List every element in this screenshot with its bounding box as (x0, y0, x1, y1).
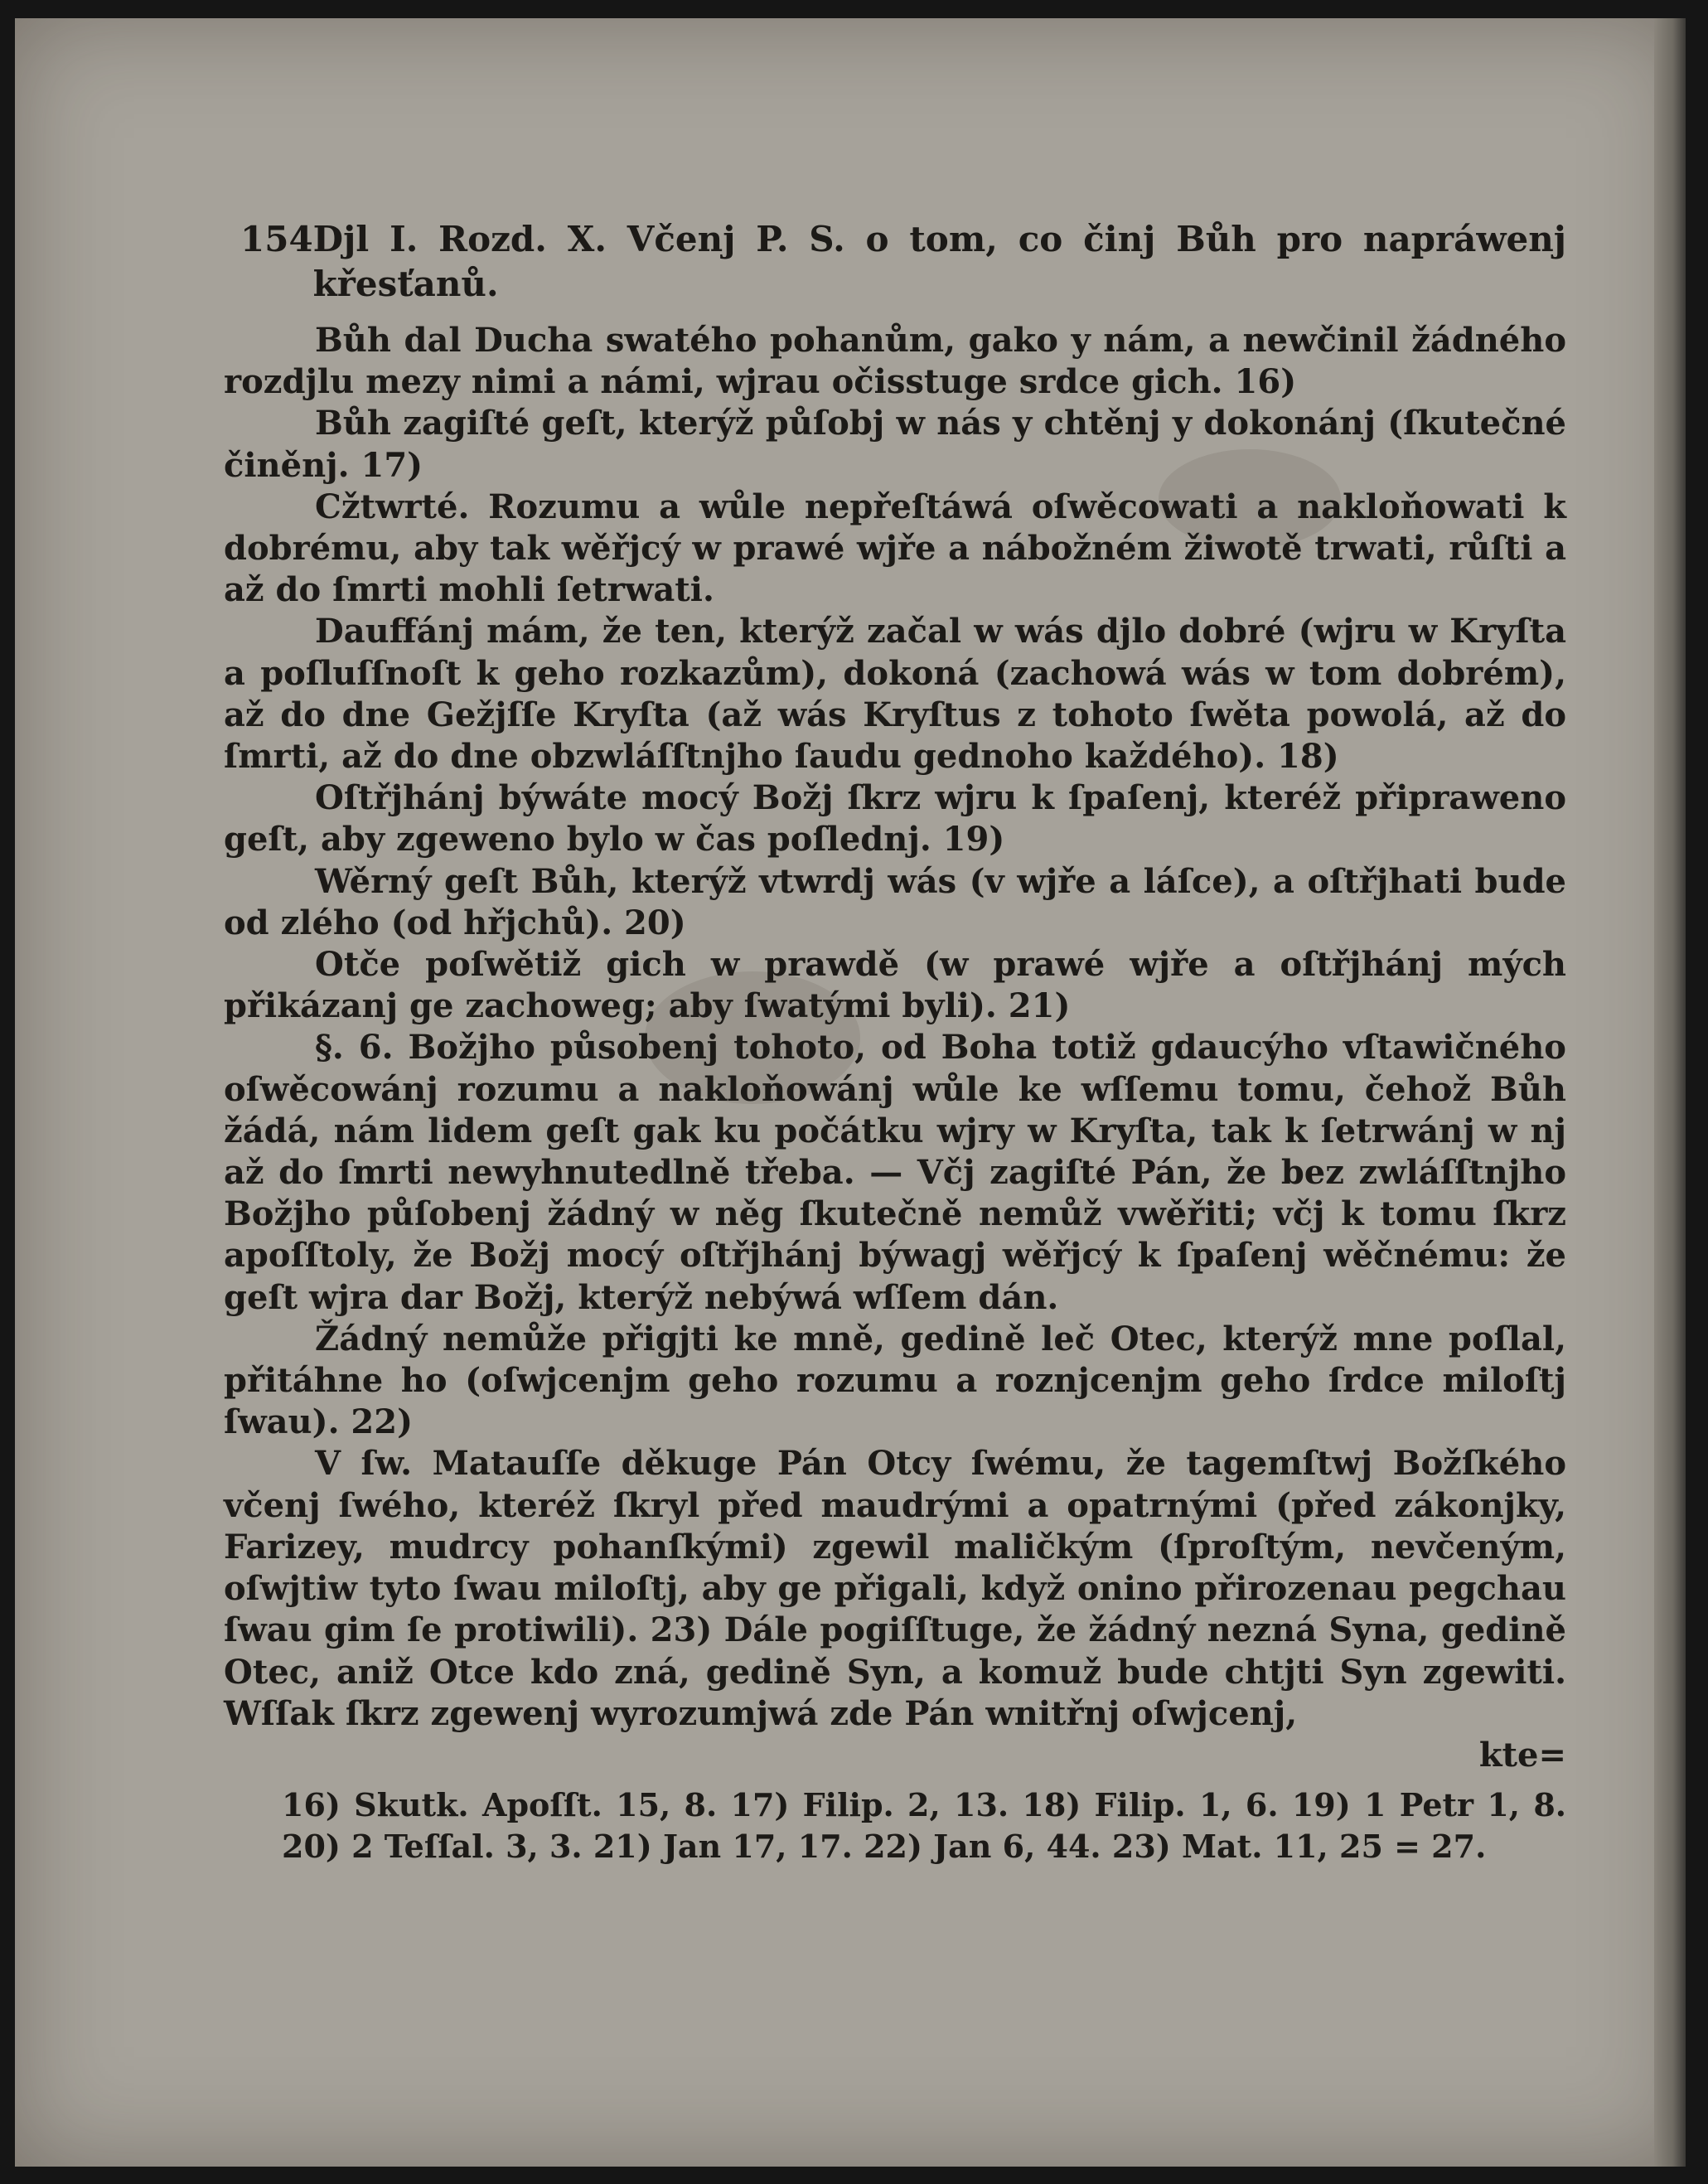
paragraph: Žádný nemůže přigjti ke mně, gedině leč Otec, kterýž mne poſlal, přitáhne ho (oſwjcenjm geho rozumu a roznjcenjm geho ſrdce miloſtj ſwau). 22) (224, 1319, 1566, 1442)
paragraph: Wěrný geſt Bůh, kterýž vtwrdj wás (v wjře a láſce), a oſtřjhati bude od zlého (od hřjchů). 20) (224, 861, 1566, 942)
paragraph: Bůh dal Ducha swatého pohanům, gako y nám, a newčinil žádného rozdjlu mezy nimi a námi, wjrau očisstuge srdce gich. 16) (224, 321, 1566, 402)
paragraph: Cžtwrté. Rozumu a wůle nepřeſtáwá oſwěcowati a nakloňowati k dobrému, aby tak wěřjcý w prawé wjře a nábožném žiwotě trwati, růſti a až do ſmrti mohli ſetrwati. (224, 487, 1566, 610)
paragraph: Oſtřjhánj býwáte mocý Božj ſkrz wjru k ſpaſenj, kteréž připraweno geſt, aby zgeweno bylo w čas poſlednj. 19) (224, 778, 1566, 860)
paragraph: Otče poſwětiž gich w prawdě (w prawé wjře a oſtřjhánj mých přikázanj ge zachoweg; aby ſwatými byli). 21) (224, 945, 1566, 1026)
paragraph: Dauffánj mám, že ten, kterýž začal w wás djlo dobré (wjru w Kryſta a poſluſſnoſt k geho rozkazům), dokoná (zachowá wás w tom dobrém), až do dne Gežjſſe Kryſta (až wás Kryſtus z tohoto ſwěta powolá, až do ſmrti, až do dne obzwláſſtnjho ſaudu gednoho každého). 18) (224, 612, 1566, 777)
paragraph: V ſw. Matauſſe děkuge Pán Otcy ſwému, že tagemſtwj Božſkého včenj ſwého, kteréž ſkryl před maudrými a opatrnými (před zákonjky, Farizey, mudrcy pohanſkými) zgewil maličkým (ſproſtým, nevčeným, oſwjtiw tyto ſwau miloſtj, aby ge přigali, když onino přirozenau pegchau ſwau gim ſe protiwili). 23) Dále pogiſſtuge, že žádný nezná Syna, gedině Otec, aniž Otce kdo zná, gedině Syn, a komuž bude chtjti Syn zgewiti. Wſſak ſkrz zgewenj wyrozumjwá zde Pán wnitřnj oſwjcenj, (224, 1444, 1566, 1733)
paragraph: §. 6. Božjho působenj tohoto, od Boha totiž gdaucýho vſtawičného oſwěcowánj rozumu a nakloňowánj wůle ke wſſemu tomu, čehož Bůh žádá, nám lidem geſt gak ku počátku wjry w Kryſta, tak k ſetrwánj w nj až do ſmrti newyhnutedlně třeba. — Včj zagiſté Pán, že bez zwláſſtnjho Božjho půſobenj žádný w něg ſkutečně nemůž vwěřiti; včj k tomu ſkrz apoſſtoly, že Božj mocý oſtřjhánj býwagj wěřjcý k ſpaſenj wěčnému: že geſt wjra dar Božj, kterýž nebýwá wſſem dán. (224, 1028, 1566, 1317)
running-title: Djl I. Rozd. X. Včenj P. S. o tom, co činj Bůh pro napráwenj křesťanů. (312, 219, 1566, 304)
footnote-line: 16) Skutk. Apoſſt. 15, 8. 17) Filip. 2, 13. 18) Filip. 1, 6. 19) 1 Petr 1, 8. 20) 2 Teſſal. 3, 3. 21) Jan 17, 17. 22) Jan 6, 44. 23) Mat. 11, 25 = 27. (282, 1786, 1566, 1866)
catchword: kte= (1478, 1735, 1566, 1775)
book-page (15, 18, 1686, 2167)
running-header (240, 217, 1566, 307)
page-number: 154 (240, 219, 313, 259)
footnotes (224, 1784, 1566, 1867)
paragraph: Bůh zagiſté geſt, kterýž půſobj w nás y chtěnj y dokonánj (ſkutečné činěnj. 17) (224, 404, 1566, 485)
page-gutter (1654, 18, 1686, 2167)
page-text (224, 217, 1566, 1867)
